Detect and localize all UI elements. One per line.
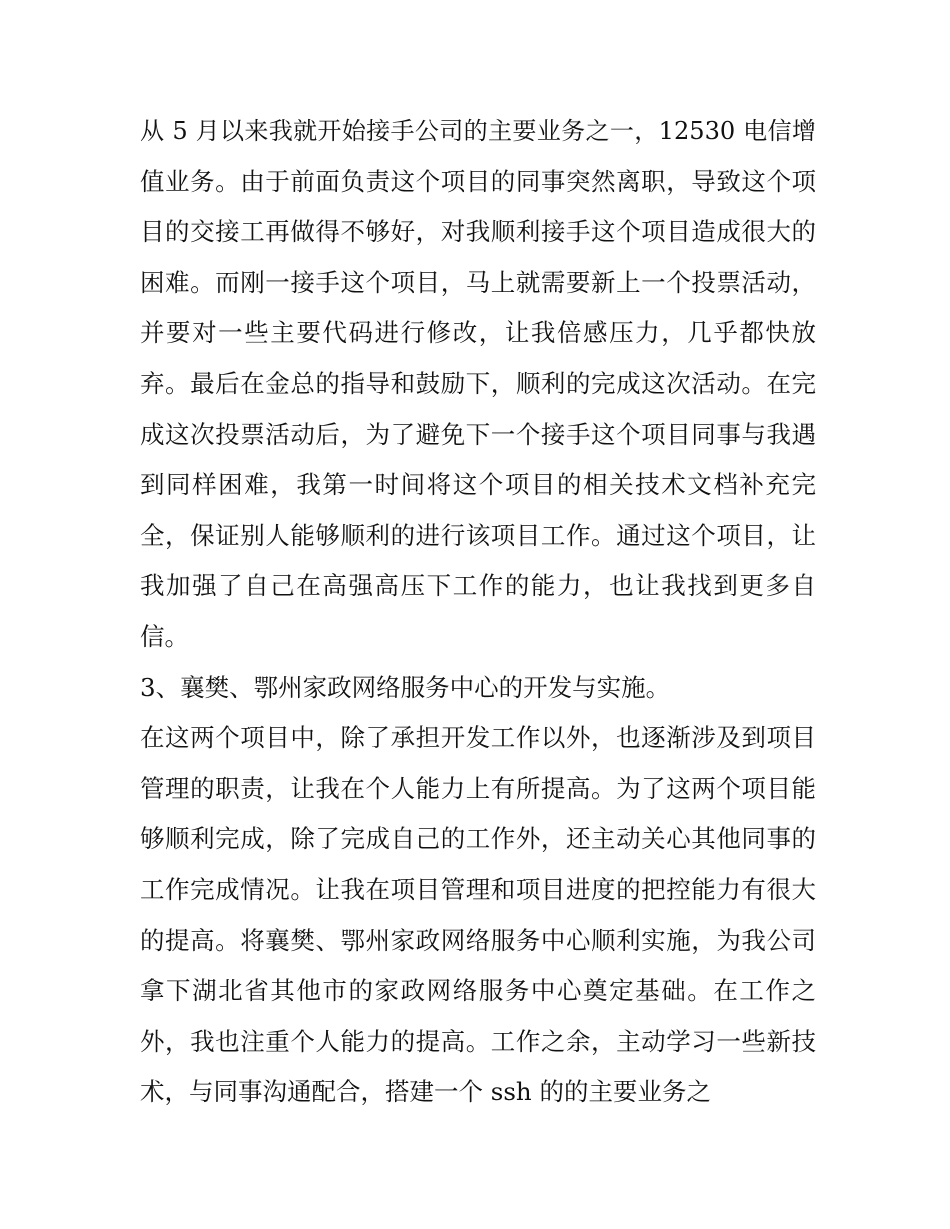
text-line: 到同样困难，我第一时间将这个项目的相关技术文档补充完: [140, 470, 816, 500]
text-line: 成这次投票活动后，为了避免下一个接手这个项目同事与我遇: [140, 419, 816, 449]
text-line: 弃。最后在金总的指导和鼓励下，顺利的完成这次活动。在完: [140, 368, 816, 398]
text-line: 困难。而刚一接手这个项目，马上就需要新上一个投票活动，: [140, 267, 816, 297]
text-line: 术，与同事沟通配合，搭建一个 ssh 的的主要业务之: [140, 1077, 711, 1107]
section-heading: 3、襄樊、鄂州家政网络服务中心的开发与实施。: [140, 672, 671, 702]
text-line: 目的交接工再做得不够好，对我顺利接手这个项目造成很大的: [140, 217, 816, 247]
text-line: 在这两个项目中，除了承担开发工作以外，也逐渐涉及到项目: [140, 723, 816, 753]
document-body: [140, 106, 816, 1118]
text-line: 信。: [140, 621, 189, 651]
text-line: 从 5 月以来我就开始接手公司的主要业务之一，12530 电信增: [140, 117, 816, 145]
text-line: 值业务。由于前面负责这个项目的同事突然离职，导致这个项: [140, 166, 816, 196]
text-line: 够顺利完成，除了完成自己的工作外，还主动关心其他同事的: [140, 824, 816, 854]
text-line: 我加强了自己在高强高压下工作的能力，也让我找到更多自: [140, 571, 816, 601]
text-line: 工作完成情况。让我在项目管理和项目进度的把控能力有很大: [140, 874, 816, 904]
text-line: 的提高。将襄樊、鄂州家政网络服务中心顺利实施，为我公司: [140, 925, 816, 955]
text-line: 拿下湖北省其他市的家政网络服务中心奠定基础。在工作之: [140, 976, 816, 1006]
text-line: 外，我也注重个人能力的提高。工作之余，主动学习一些新技: [140, 1026, 816, 1056]
text-line: 并要对一些主要代码进行修改，让我倍感压力，几乎都快放: [140, 318, 816, 348]
text-line: 全，保证别人能够顺利的进行该项目工作。通过这个项目，让: [140, 520, 816, 550]
text-line: 管理的职责，让我在个人能力上有所提高。为了这两个项目能: [140, 773, 816, 803]
